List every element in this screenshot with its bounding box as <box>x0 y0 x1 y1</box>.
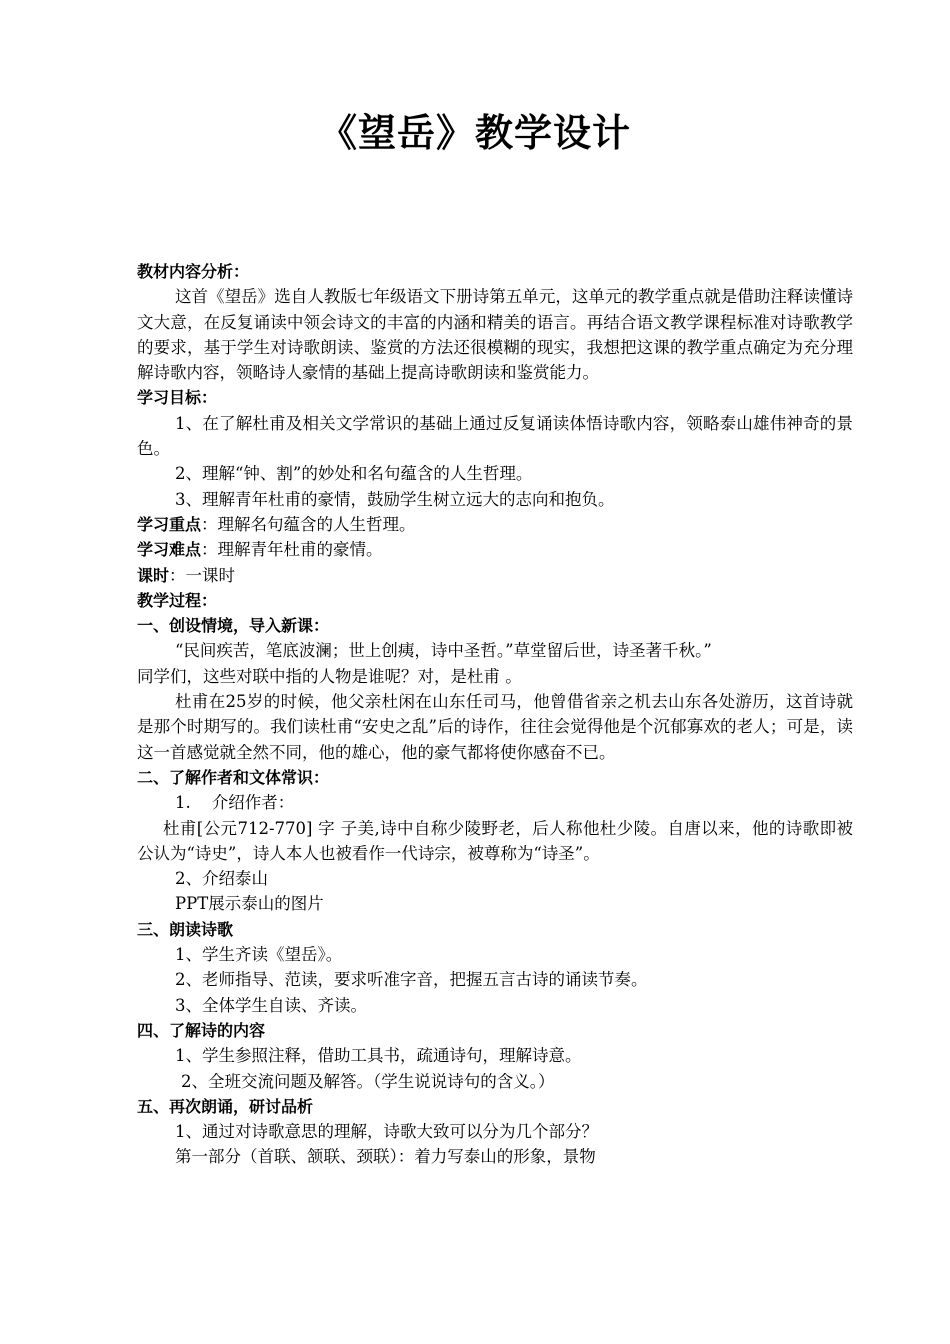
reading-item-3: 3、全体学生自读、齐读。 <box>175 995 367 1015</box>
goal-item-3: 3、理解青年杜甫的豪情，鼓励学生树立远大的志向和抱负。 <box>175 489 615 509</box>
taishan-intro-item: 2、介绍泰山 <box>175 869 268 889</box>
content-item-2: 2、全班交流问题及解答。（学生说说诗句的含义。） <box>181 1071 555 1091</box>
key-point-sep: ： <box>201 514 218 534</box>
section-2-heading: 二、了解作者和文体常识： <box>137 767 330 787</box>
ppt-note: PPT展示泰山的图片 <box>175 894 324 914</box>
author-intro-text: 介绍作者： <box>211 793 295 813</box>
analysis-item-2: 第一部分（首联、颔联、颈联）：着力写泰山的形象，景物 <box>175 1147 596 1167</box>
period-label: 课时 <box>137 565 170 585</box>
key-point-value: 理解名句蕴含的人生哲理。 <box>217 514 416 534</box>
key-point-label: 学习重点 <box>137 514 202 534</box>
difficulty <box>137 537 853 562</box>
period-sep: ： <box>169 565 186 585</box>
key-point <box>137 512 853 537</box>
author-intro-item <box>137 790 853 815</box>
reading-item-2: 2、老师指导、范读，要求听准字音，把握五言古诗的诵读节奏。 <box>175 970 648 990</box>
author-paragraph: 杜甫[公元712-770] 字 子美,诗中自称少陵野老，后人称他杜少陵。自唐以来，他的诗歌即被公认为“诗史”，诗人本人也被看作一代诗宗，被尊称为“诗圣”。 <box>137 818 853 863</box>
content-item-1: 1、学生参照注释，借助工具书，疏通诗句，理解诗意。 <box>175 1046 582 1066</box>
section-3-heading: 三、朗读诗歌 <box>137 919 234 939</box>
analysis-item-1: 1、通过对诗歌意思的理解，诗歌大致可以分为几个部分？ <box>175 1122 598 1142</box>
section-1-heading: 一、创设情境，导入新课： <box>137 616 330 636</box>
section-4-heading: 四、了解诗的内容 <box>137 1020 266 1040</box>
author-intro-num: 1. <box>175 793 191 813</box>
material-text: 这首《望岳》选自人教版七年级语文下册诗第五单元，这单元的教学重点就是借助注释读懂诗文大意，在反复诵读中领会诗文的丰富的内涵和精美的语言。再结合语文教学课程标准对诗歌教学的要求，基于学生对诗歌朗读、鉴赏的方法还很模糊的现实，我想把这课的教学重点确定为充分理解诗歌内容，领略诗人豪情的基础上提高诗歌朗读和鉴赏能力。 <box>137 287 853 383</box>
goals-heading: 学习目标： <box>137 388 218 408</box>
reading-item-1: 1、学生齐读《望岳》。 <box>175 945 343 965</box>
process-heading: 教学过程： <box>137 590 218 610</box>
couplet-quote: “民间疾苦，笔底波澜；世上创痍，诗中圣哲。”草堂留后世，诗圣著千秋。” <box>175 641 712 661</box>
period-value: 一课时 <box>185 565 236 585</box>
period <box>137 563 853 588</box>
intro-question: 同学们，这些对联中指的人物是谁呢？对，是杜甫 。 <box>137 666 522 686</box>
material-heading: 教材内容分析： <box>137 262 250 281</box>
document-title: 《望岳》教学设计 <box>318 111 631 155</box>
difficulty-label: 学习难点 <box>137 540 202 560</box>
difficulty-value: 理解青年杜甫的豪情。 <box>217 540 383 560</box>
goal-item-2: 2、理解“钟、割”的妙处和名句蕴含的人生哲理。 <box>175 464 533 484</box>
difficulty-sep: ： <box>201 540 218 560</box>
section-5-heading: 五、再次朗诵，研讨品析 <box>137 1096 314 1116</box>
intro-paragraph: 杜甫在25岁的时候，他父亲杜闲在山东任司马，他曾借省亲之机去山东各处游历，这首诗就是那个时期写的。我们读杜甫“安史之乱”后的诗作，往往会觉得他是个沉郁寡欢的老人；可是，读这一首感觉就全然不同，他的雄心，他的豪气都将使你感奋不已。 <box>137 692 853 762</box>
document-body <box>137 259 853 1170</box>
goal-item-1: 1、在了解杜甫及相关文学常识的基础上通过反复诵读体悟诗歌内容，领略泰山雄伟神奇的景色。 <box>137 413 853 459</box>
